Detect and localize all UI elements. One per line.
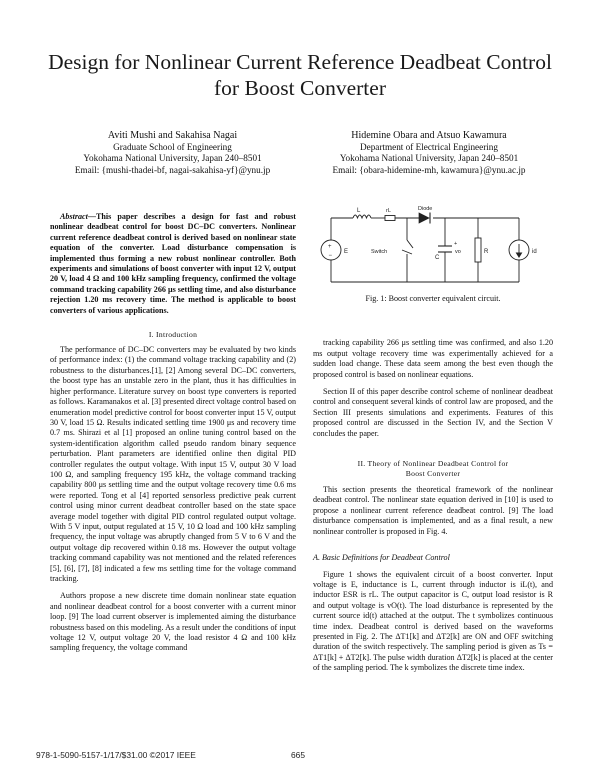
svg-text:+: + (328, 244, 332, 250)
section-heading-line: Boost Converter (405, 469, 461, 479)
author-names: Hidemine Obara and Atsuo Kawamura (351, 130, 507, 141)
output-voltage-label: vo (455, 249, 461, 255)
author-block-right (300, 130, 558, 176)
paragraph: This section presents the theoretical framework of the nonlinear deadbeat control. The nonlinear state equation derived in [10] is used to propose a nonlinear current reference deadbeat control. [9] The load disturbance compensation is implemented, and as a final result, a new nonlinear controller is proposed in Fig. 4. (313, 485, 553, 536)
section-heading: I. Introduction (148, 330, 198, 340)
svg-text:−: − (328, 253, 333, 259)
paragraph: Authors propose a new discrete time domain nonlinear state equation and nonlinear deadbeat control for a boost converter with a current minor loop. [9] The load current observer is implemented aiming the disturbance robustness based on this modeling. As a result under the conditions of input voltage 12 V, output voltage 20 V, the load resistor 4 Ω and 100 kHz sampling frequency, the voltage command (50, 591, 296, 653)
source-voltage-label: E (344, 249, 349, 255)
diode-symbol (419, 213, 430, 224)
section-heading (313, 459, 553, 479)
author-block-left (45, 130, 300, 176)
switch-label: Switch (371, 249, 388, 255)
paragraph: tracking capability 266 μs settling time was confirmed, and also 1.20 ms output voltage recovery time was experimentally achieved for a sudden load change. These data seem among the best even though the proposed control is based on nonlinear equations. (313, 338, 553, 379)
abstract-label: Abstract (60, 212, 88, 221)
author-email: Email: {obara-hidemine-mh, kawamura}@ynu.ac.jp (332, 164, 526, 175)
load-resistor-symbol (475, 238, 481, 262)
boost-converter-circuit-figure (313, 204, 553, 290)
svg-text:+: + (454, 241, 458, 247)
author-affiliation: Department of Electrical Engineering (359, 141, 498, 152)
abstract (50, 212, 296, 316)
author-affiliation: Yokohama National University, Japan 240–8501 (83, 153, 262, 164)
esr-label: rL (386, 208, 391, 214)
current-source-symbol (509, 240, 529, 260)
disturbance-current-label: id (532, 249, 537, 255)
section-heading-line: II. Theory of Nonlinear Deadbeat Control for (357, 459, 509, 469)
inductor-symbol (353, 215, 371, 218)
author-email: Email: {mushi-thadei-bf, nagai-sakahisa-yf}@ynu.jp (74, 164, 271, 175)
voltage-source-symbol (321, 240, 341, 260)
figure-caption: Fig. 1: Boost converter equivalent circuit. (365, 294, 501, 304)
abstract-text: —This paper describes a design for fast and robust nonlinear deadbeat control for boost DC–DC converters. Nonlinear current reference deadbeat control is derived based on nonlinear state equation of the converter. Load disturbance compensation is implemented thus forming a new robust nonlinear controller. Both experiments and simulations of boost converter with input 12 V, output 20 V, load 4 Ω and 100 kHz sampling frequency, confirmed the voltage command tracking capability 266 μs settling time, and also disturbance rejection 1.20 ms recovery time. The method is applicable to boost converters of various applications. (50, 212, 296, 315)
capacitor-label: C (435, 255, 440, 261)
paragraph: Figure 1 shows the equivalent circuit of a boost converter. Input voltage is E, inductance is L, current through inductor is iL(t), and inductor ESR is rL. The output capacitor is C, output load resistor is R and output voltage is vO(t). The load disturbance is represented by the current source id(t) attached at the output. The t symbolizes continuous time index. Deadbeat control is derived based on the waveforms presented in Fig. 2. The ΔT1[k] and ΔT2[k] are ON and OFF switching duration of the switch respectively. The sampling period is given as Ts = ΔT1[k] + ΔT2[k]. The pulse width duration ΔT2[k] is placed at the center of the sampling period. The k symbolizes the discrete time index. (313, 569, 553, 673)
right-column (313, 204, 553, 674)
inductor-esr-resistor (385, 216, 395, 221)
paper-title: Design for Nonlinear Current Reference Deadbeat Control for Boost Converter (48, 50, 552, 100)
paragraph: Section II of this paper describe control scheme of nonlinear deadbeat control and consequent several kinds of control law are proposed, and the Section III presents simulations and experiments. Features of this proposed control are discussed in the Section IV, and the Section V concludes the paper. (313, 387, 553, 438)
circuit-wires (328, 218, 519, 282)
subsection-heading: A. Basic Definitions for Deadbeat Control (313, 553, 450, 563)
inductor-label: L (357, 208, 361, 214)
footer-copyright: 978-1-5090-5157-1/17/$31.00 ©2017 IEEE (36, 750, 196, 760)
diode-label: Diode (418, 206, 433, 212)
author-names: Aviti Mushi and Sakahisa Nagai (107, 130, 238, 141)
paragraph: The performance of DC–DC converters may be evaluated by two kinds of performance index: (1) the command voltage tracking capability and (2) robustness to the disturbances.[1], [2] Among several DC–DC converters, the boost type has an unstable zero in the plant, thus it has difficulties in higher performance. Literature survey on boost type converters is reported as follows. Karamanakos et al. [3] presented direct voltage control based on enumeration model predictive control for boost converter input 15 V, output 30 V, load 15 Ω. Results indicated settling time 1900 μs and recovery time 0.7 ms. Shirazi et al [1] proposed an online tuning control based on the system-identification algorithm called pseudo random binary sequence perturbation. Plant parameters are identified online then digital PID controller regulates the output voltage. With input 15 V, output 30 V load 100 Ω, and sampling frequency 195 kHz, the voltage command tracking capability 800 μs settling time and the output voltage recovery time 0.6 ms were reported. Tong et al [4] reported sensorless predictive peak current control using minor current deadbeat controller based on the state space average model together with digital PID control regulated output voltage. With 5 V input, output regulated at 15 V, 10 Ω load and 100 kHz sampling frequency, the input voltage was abruptly changed from 5 V to 6 V and the output voltage dip recovered within 0.18 ms. However the output voltage tracking command capability was not mentioned and the related references [5], [6], [7], [8] indicated a few ms settling time for the voltage command tracking. (50, 345, 296, 583)
author-affiliation: Yokohama National University, Japan 240–8501 (339, 153, 519, 164)
author-affiliation: Graduate School of Engineering (113, 141, 232, 152)
left-column (50, 212, 296, 654)
page-number: 665 (291, 750, 305, 760)
switch-symbol (402, 240, 413, 260)
load-resistor-label: R (484, 249, 489, 255)
